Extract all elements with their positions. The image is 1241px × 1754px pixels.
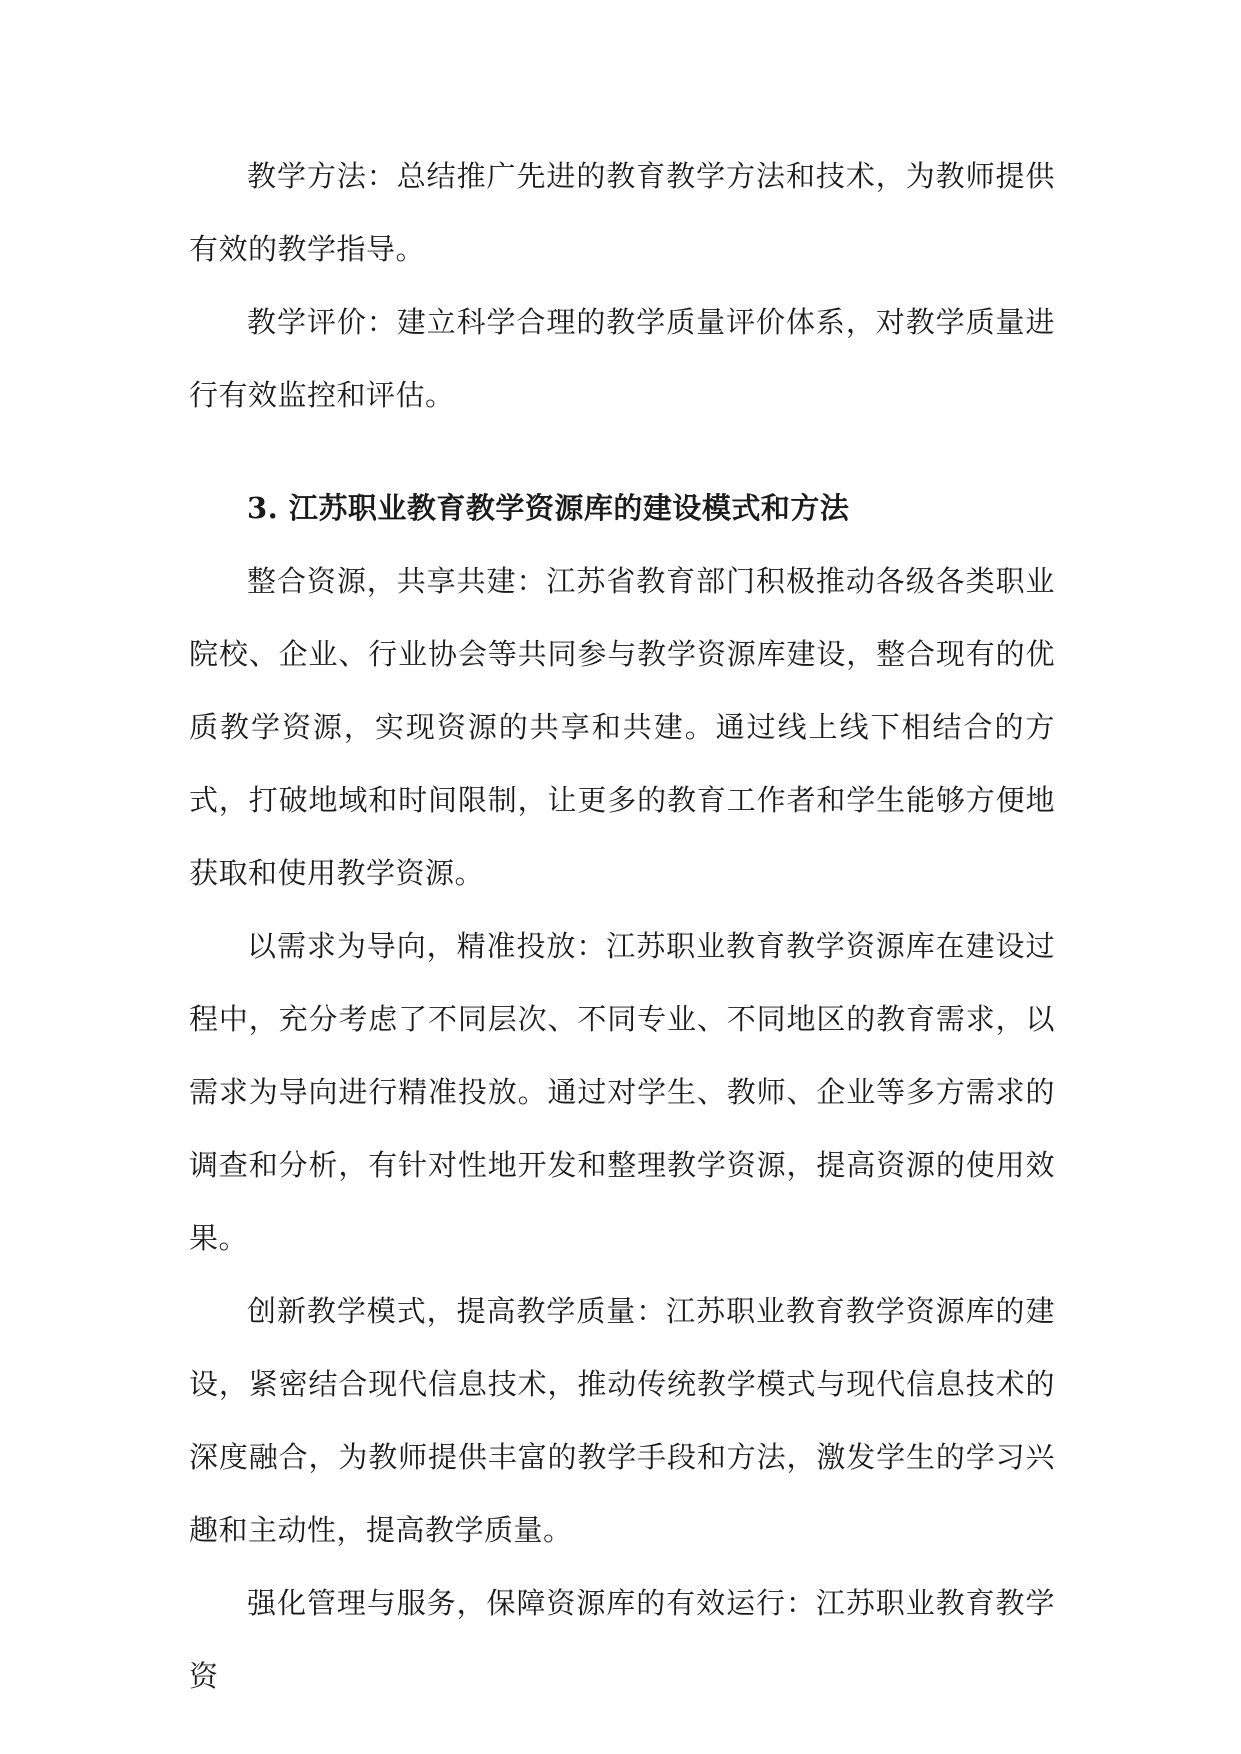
paragraph-demand-oriented: 以需求为导向，精准投放：江苏职业教育教学资源库在建设过程中，充分考虑了不同层次、不同专业、不同地区的教育需求，以需求为导向进行精准投放。通过对学生、教师、企业等多方需求的调查和分析，有针对性地开发和整理教学资源，提高资源的使用效果。 <box>189 929 1055 1255</box>
section-heading: 3. 江苏职业教育教学资源库的建设模式和方法 <box>247 491 850 525</box>
paragraph-integrate-resources: 整合资源，共享共建：江苏省教育部门积极推动各级各类职业院校、企业、行业协会等共同参与教学资源库建设，整合现有的优质教学资源，实现资源的共享和共建。通过线上线下相结合的方式，打破地域和时间限制，让更多的教育工作者和学生能够方便地获取和使用教学资源。 <box>189 564 1055 890</box>
paragraph-innovate-teaching: 创新教学模式，提高教学质量：江苏职业教育教学资源库的建设，紧密结合现代信息技术，推动传统教学模式与现代信息技术的深度融合，为教师提供丰富的教学手段和方法，激发学生的学习兴趣和主动性，提高教学质量。 <box>189 1294 1055 1547</box>
document-body <box>189 140 1055 1713</box>
paragraph-teaching-methods: 教学方法：总结推广先进的教育教学方法和技术，为教师提供有效的教学指导。 <box>189 159 1055 266</box>
paragraph-management-service: 强化管理与服务，保障资源库的有效运行：江苏职业教育教学资 <box>189 1586 1055 1693</box>
paragraph-teaching-evaluation: 教学评价：建立科学合理的教学质量评价体系，对教学质量进行有效监控和评估。 <box>189 305 1055 412</box>
